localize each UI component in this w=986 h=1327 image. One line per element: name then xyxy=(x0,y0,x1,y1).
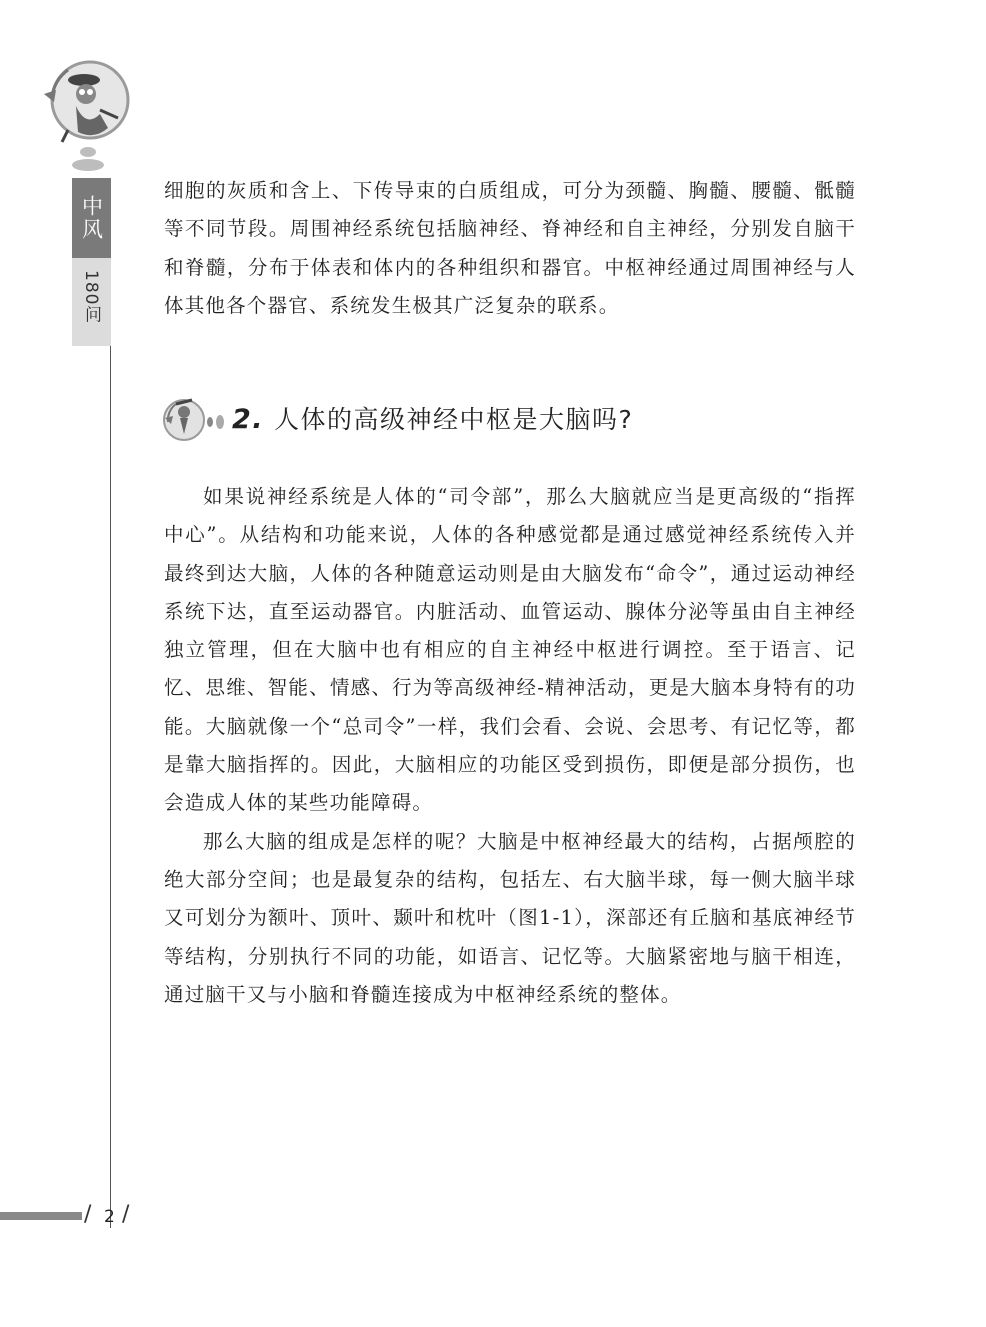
page-number: 2 xyxy=(104,1207,115,1227)
intro-paragraph-block xyxy=(164,172,856,325)
question-heading xyxy=(232,400,633,436)
answer-paragraph-1: 如果说神经系统是人体的“司令部”，那么大脑就应当是更高级的“指挥中心”。从结构和功能来说，人体的各种感觉都是通过感觉神经系统传入并最终到达大脑，人体的各种随意运动则是由大脑发布“命令”，通过运动神经系统下达，直至运动器官。内脏活动、血管运动、腺体分泌等虽由自主神经独立管理，但在大脑中也有相应的自主神经中枢进行调控。至于语言、记忆、思维、智能、情感、行为等高级神经-精神活动，更是大脑本身特有的功能。大脑就像一个“总司令”一样，我们会看、会说、会思考、有记忆等，都是靠大脑指挥的。因此，大脑相应的功能区受到损伤，即便是部分损伤，也会造成人体的某些功能障碍。 xyxy=(164,485,856,815)
slash-left: / xyxy=(84,1202,92,1227)
question-mascot-icon xyxy=(162,392,234,448)
page-number-area xyxy=(84,1202,144,1232)
slash-right: / xyxy=(122,1202,130,1227)
book-title: 中风 xyxy=(72,178,111,258)
margin-rule xyxy=(110,346,111,1228)
book-subtitle: 180问 xyxy=(81,270,101,324)
footer-bar xyxy=(0,1212,82,1220)
cartoon-doctor-logo xyxy=(38,58,138,178)
question-title: 人体的高级神经中枢是大脑吗? xyxy=(274,405,634,434)
intro-paragraph: 细胞的灰质和含上、下传导束的白质组成，可分为颈髓、胸髓、腰髓、骶髓等不同节段。周围神经系统包括脑神经、脊神经和自主神经，分别发自脑干和脊髓，分布于体表和体内的各种组织和器官。中枢神经通过周围神经与人体其他各个器官、系统发生极其广泛复杂的联系。 xyxy=(164,179,856,317)
answer-body xyxy=(164,478,856,1014)
sidebar-tab xyxy=(72,178,111,346)
question-number: 2. xyxy=(232,404,265,435)
answer-paragraph-2: 那么大脑的组成是怎样的呢？大脑是中枢神经最大的结构，占据颅腔的绝大部分空间；也是最复杂的结构，包括左、右大脑半球，每一侧大脑半球又可划分为额叶、顶叶、颞叶和枕叶（图1-1），深部还有丘脑和基底神经节等结构，分别执行不同的功能，如语言、记忆等。大脑紧密地与脑干相连，通过脑干又与小脑和脊髓连接成为中枢神经系统的整体。 xyxy=(164,829,856,1006)
book-subtitle-box xyxy=(72,258,111,346)
